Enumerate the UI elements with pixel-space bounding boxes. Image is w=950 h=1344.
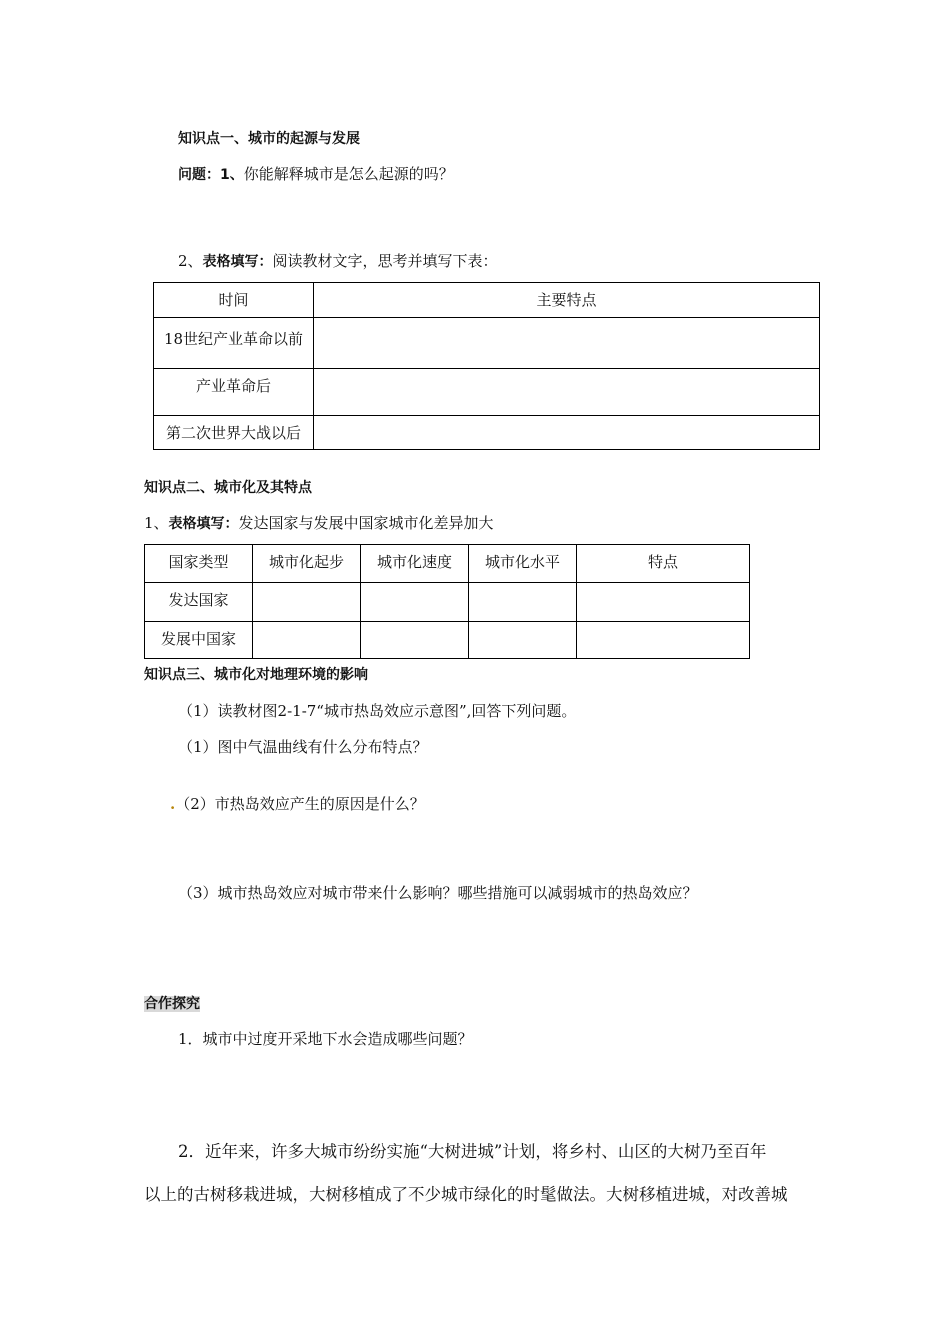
table-cell-empty[interactable] [253,583,361,622]
table-header-features: 主要特点 [314,283,820,318]
section2-question1 [144,512,494,533]
urbanization-table [144,544,750,659]
question2-text: 阅读教材文字，思考并填写下表： [272,252,498,270]
table-row-label: 发达国家 [145,583,253,622]
section3-line3 [170,793,425,814]
table-cell-empty[interactable] [577,622,750,659]
table-row-label: 发展中国家 [145,622,253,659]
question1-text: 你能解释城市是怎么起源的吗？ [243,165,454,183]
question2-label: 表格填写： [202,254,273,270]
section2-heading: 知识点二、城市化及其特点 [144,480,312,496]
table-cell-empty[interactable] [314,318,820,369]
city-development-table [153,282,820,450]
section1-heading: 知识点一、城市的起源与发展 [178,131,360,147]
table-cell-empty[interactable] [253,622,361,659]
question1-label: 表格填写： [168,516,239,532]
table-header-start: 城市化起步 [253,545,361,583]
coop-heading-text: 合作探究 [144,996,200,1012]
coop-question2-line1: 2．近年来，许多大城市纷纷实施“大树进城”计划，将乡村、山区的大树乃至百年 [178,1142,767,1161]
coop-question1: 1．城市中过度开采地下水会造成哪些问题？ [178,1030,473,1048]
table-cell-empty[interactable] [469,583,577,622]
table-header-level: 城市化水平 [469,545,577,583]
section3-line4: （3）城市热岛效应对城市带来什么影响？哪些措施可以减弱城市的热岛效应？ [178,884,698,902]
question2-number: 2、 [178,252,203,270]
question1-number: 1、 [144,514,169,532]
table-cell-empty[interactable] [314,369,820,416]
table-header-country-type: 国家类型 [145,545,253,583]
table-header-time: 时间 [154,283,314,318]
coop-question2-line2: 以上的古树移栽进城，大树移植成了不少城市绿化的时髦做法。大树移植进城，对改善城 [144,1185,788,1204]
table-cell-empty[interactable] [469,622,577,659]
section1-question2 [178,250,498,271]
section3-line2: （1）图中气温曲线有什么分布特点？ [178,738,428,756]
table-header-features: 特点 [577,545,750,583]
question1-text: 发达国家与发展中国家城市化差异加大 [238,514,494,532]
section3-line1: （1）读教材图2-1-7“城市热岛效应示意图”,回答下列问题。 [178,702,577,720]
table-cell-empty[interactable] [314,416,820,450]
table-cell-empty[interactable] [361,622,469,659]
section3-heading: 知识点三、城市化对地理环境的影响 [144,667,368,683]
table-cell-empty[interactable] [361,583,469,622]
table-cell-empty[interactable] [577,583,750,622]
section1-question1 [178,163,454,184]
table-row-label: 产业革命后 [154,369,314,416]
coop-heading [144,993,200,1013]
marker-dot: . [170,795,176,813]
question1-label: 问题：1、 [178,167,244,183]
line3-text: （2）市热岛效应产生的原因是什么？ [175,795,425,813]
table-row-label: 第二次世界大战以后 [154,416,314,450]
table-row-label: 18世纪产业革命以前 [154,318,314,369]
table-header-speed: 城市化速度 [361,545,469,583]
